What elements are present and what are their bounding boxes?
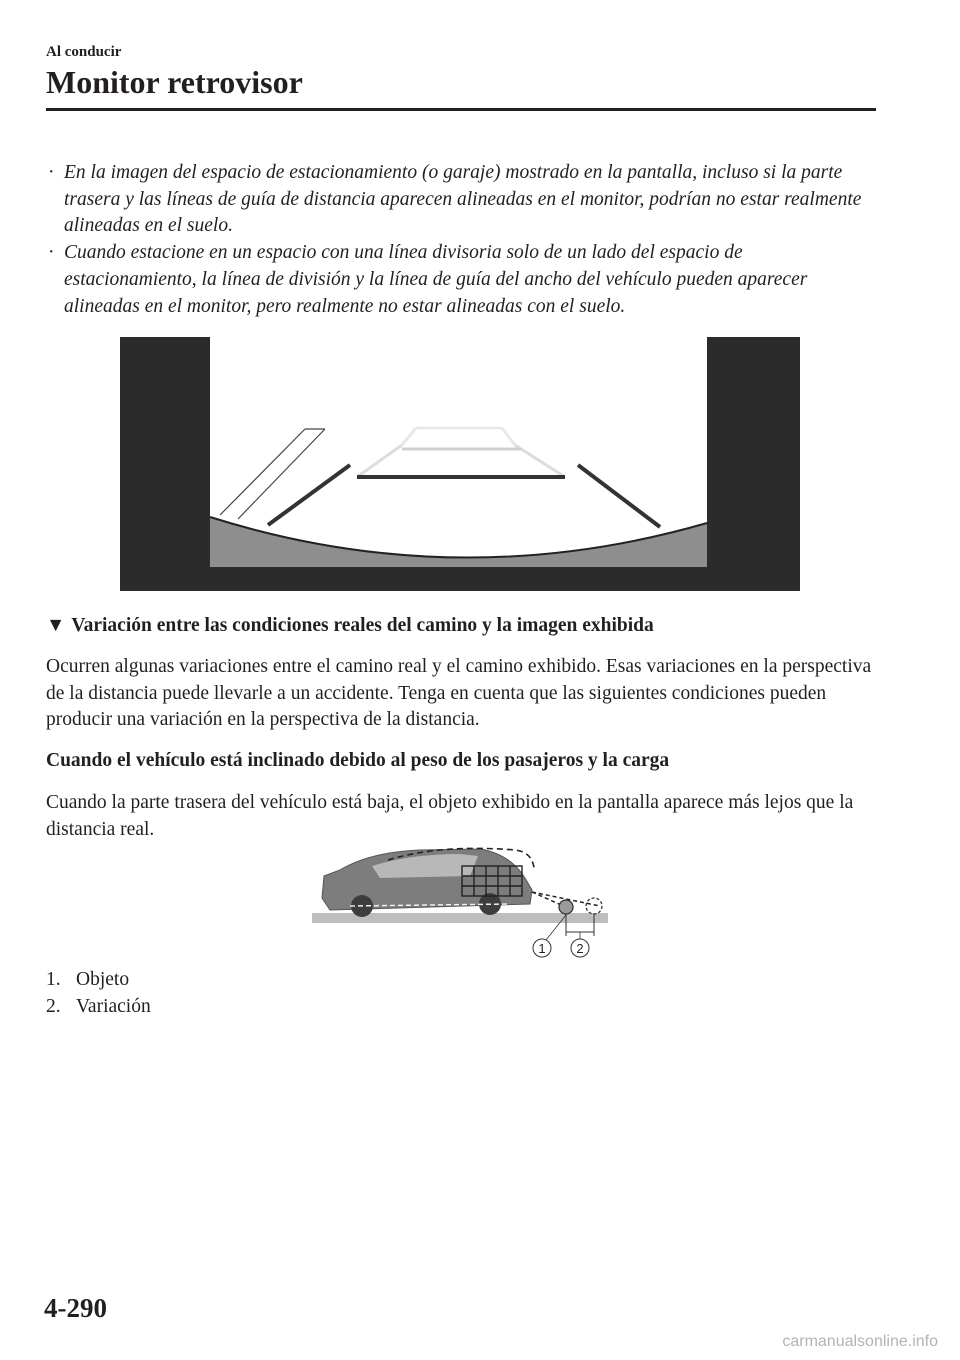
condition-paragraph: Cuando la parte trasera del vehículo está baja, el objeto exhibido en la pantalla aparece más lejos que la distancia real. xyxy=(46,792,854,840)
legend-number: 2. xyxy=(46,996,61,1017)
watermark: carmanualsonline.info xyxy=(782,1333,938,1350)
page-number: 4-290 xyxy=(44,1293,107,1323)
section-label: Al conducir xyxy=(46,44,122,60)
triangle-icon: ▼ xyxy=(46,615,66,636)
legend-label: Objeto xyxy=(76,969,130,990)
intro-paragraph: Ocurren algunas variaciones entre el camino real y el camino exhibido. Esas variaciones en la perspectiva de la distancia puede llevarle a un accidente. Tenga en cuenta que las siguientes condiciones pueden producir una variación en la perspectiva de la distancia. xyxy=(46,656,872,731)
subsection-heading xyxy=(46,612,876,640)
page-title: Monitor retrovisor xyxy=(46,64,303,100)
subsection-heading-text: Variación entre las condiciones reales del camino y la imagen exhibida xyxy=(71,615,654,636)
legend-item xyxy=(46,966,151,993)
callout-2: 2 xyxy=(576,941,584,956)
title-rule xyxy=(46,108,876,111)
figure-legend xyxy=(46,966,151,1020)
bullet-item xyxy=(46,240,876,320)
legend-number: 1. xyxy=(46,969,61,990)
bullet-item xyxy=(46,160,876,240)
tilted-vehicle-illustration xyxy=(310,840,610,965)
legend-item xyxy=(46,993,151,1020)
monitor-screen xyxy=(210,337,707,567)
bullet-text: En la imagen del espacio de estacionamiento (o garaje) mostrado en la pantalla, incluso si la parte trasera y las líneas de guía de distancia aparecen alineadas en el monitor, podrían no estar realmente alineadas en el suelo. xyxy=(64,162,862,237)
bullet-list xyxy=(46,160,876,320)
bullet-dot: · xyxy=(48,162,55,183)
condition-heading: Cuando el vehículo está inclinado debido al peso de los pasajeros y la carga xyxy=(46,750,670,771)
bullet-dot: · xyxy=(48,242,55,264)
object-actual xyxy=(559,900,573,914)
rear-camera-monitor-illustration xyxy=(120,337,800,591)
legend-label: Variación xyxy=(76,996,151,1017)
callout-1: 1 xyxy=(538,941,546,956)
object-displayed xyxy=(586,898,602,914)
bullet-text: Cuando estacione en un espacio con una línea divisoria solo de un lado del espacio de estacionamiento, la línea de división y la línea de guía del ancho del vehículo pueden aparecer alineadas en el monitor, pero realmente no estar alineadas con el suelo. xyxy=(64,242,808,317)
